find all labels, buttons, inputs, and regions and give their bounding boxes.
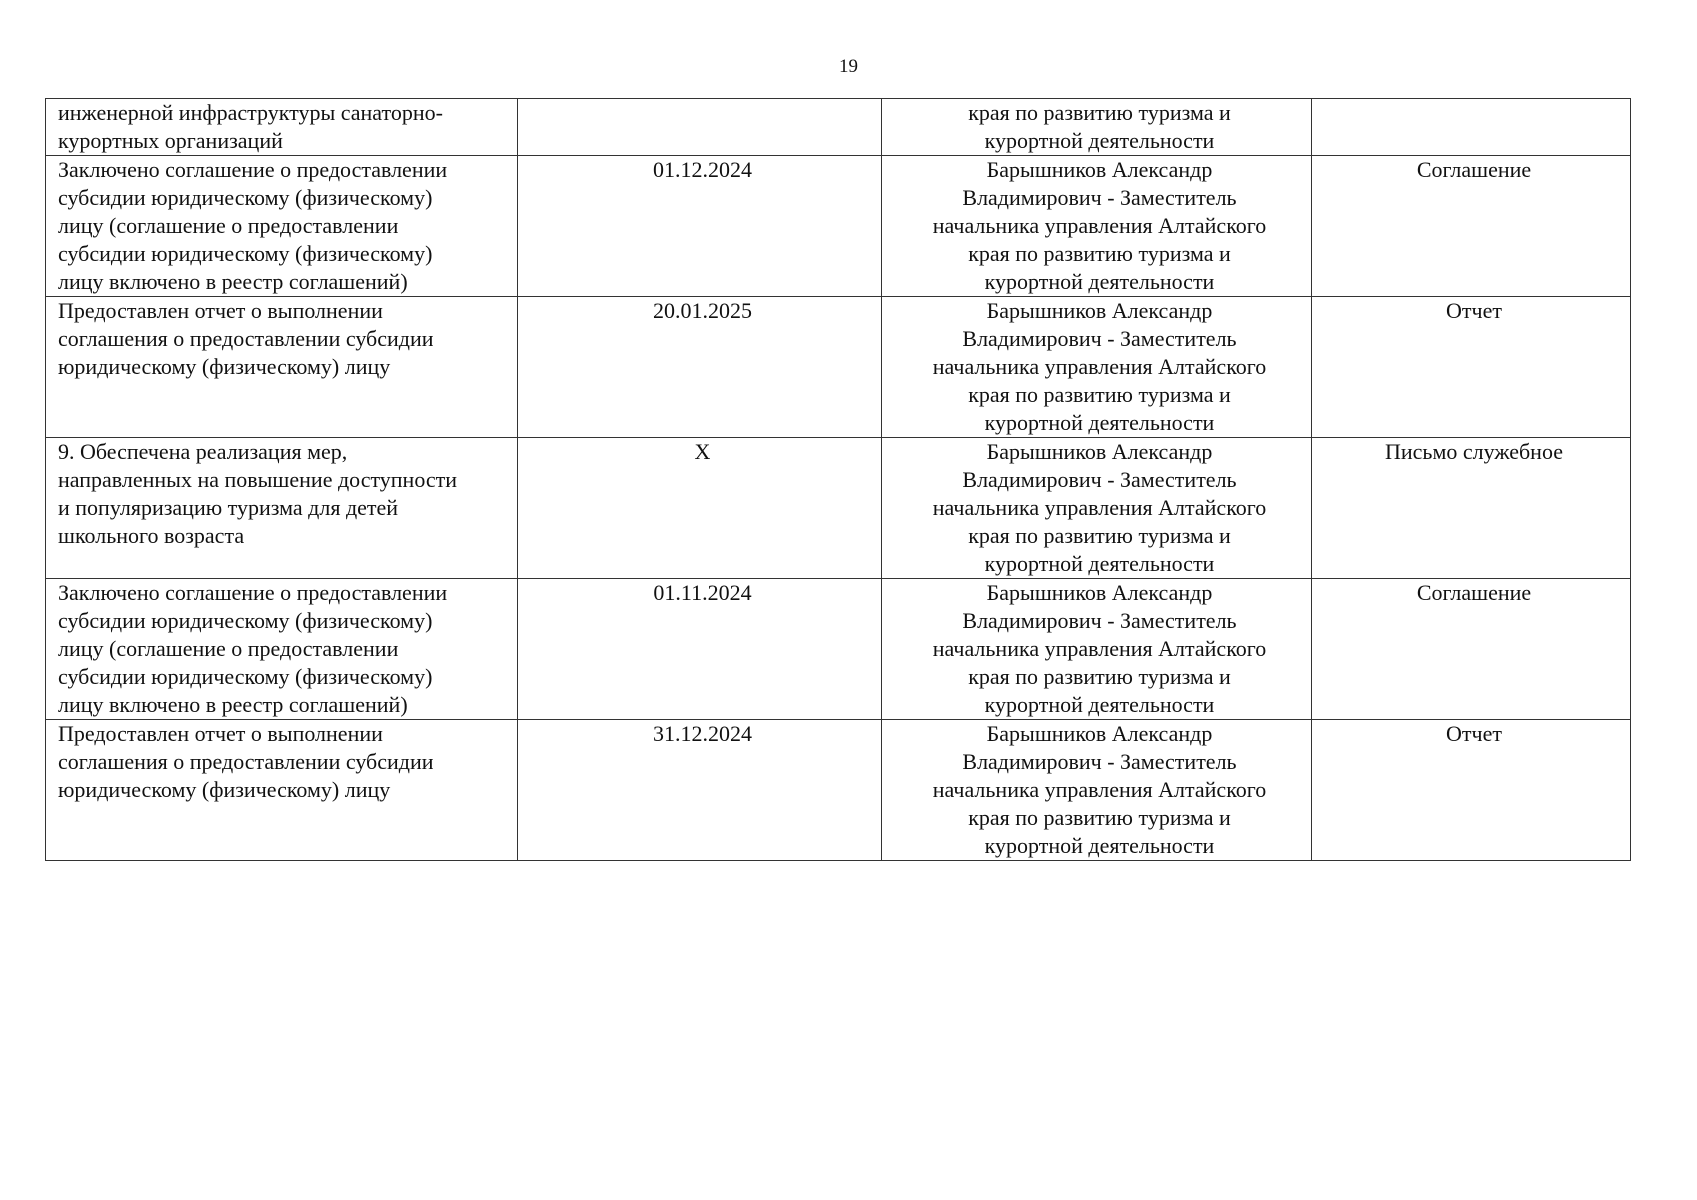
table-row xyxy=(46,297,1631,438)
table-row xyxy=(46,438,1631,579)
date-cell: 01.12.2024 xyxy=(518,156,882,297)
description-cell: инженерной инфраструктуры санаторно- курортных организаций xyxy=(46,99,518,156)
table-row xyxy=(46,579,1631,720)
date-cell xyxy=(518,99,882,156)
date-cell: X xyxy=(518,438,882,579)
date-cell: 31.12.2024 xyxy=(518,720,882,861)
document-type-cell: Письмо служебное xyxy=(1312,438,1631,579)
table-row xyxy=(46,99,1631,156)
description-cell: 9. Обеспечена реализация мер, направленных на повышение доступности и популяризацию туризма для детей школьного возраста xyxy=(46,438,518,579)
date-cell: 01.11.2024 xyxy=(518,579,882,720)
responsible-cell: Барышников Александр Владимирович - Заместитель начальника управления Алтайского края по развитию туризма и курортной деятельности xyxy=(882,579,1312,720)
description-cell: Заключено соглашение о предоставлении субсидии юридическому (физическому) лицу (соглашение о предоставлении субсидии юридическому (физическому) лицу включено в реестр соглашений) xyxy=(46,579,518,720)
description-cell: Заключено соглашение о предоставлении субсидии юридическому (физическому) лицу (соглашение о предоставлении субсидии юридическому (физическому) лицу включено в реестр соглашений) xyxy=(46,156,518,297)
document-type-cell: Соглашение xyxy=(1312,579,1631,720)
document-type-cell: Отчет xyxy=(1312,297,1631,438)
document-type-cell: Соглашение xyxy=(1312,156,1631,297)
responsible-cell: края по развитию туризма и курортной деятельности xyxy=(882,99,1312,156)
description-cell: Предоставлен отчет о выполнении соглашения о предоставлении субсидии юридическому (физическому) лицу xyxy=(46,297,518,438)
date-cell: 20.01.2025 xyxy=(518,297,882,438)
activity-table xyxy=(45,98,1631,861)
responsible-cell: Барышников Александр Владимирович - Заместитель начальника управления Алтайского края по развитию туризма и курортной деятельности xyxy=(882,156,1312,297)
document-type-cell: Отчет xyxy=(1312,720,1631,861)
document-type-cell xyxy=(1312,99,1631,156)
page-number: 19 xyxy=(839,56,858,77)
table-row xyxy=(46,720,1631,861)
responsible-cell: Барышников Александр Владимирович - Заместитель начальника управления Алтайского края по развитию туризма и курортной деятельности xyxy=(882,438,1312,579)
table-row xyxy=(46,156,1631,297)
description-cell: Предоставлен отчет о выполнении соглашения о предоставлении субсидии юридическому (физическому) лицу xyxy=(46,720,518,861)
responsible-cell: Барышников Александр Владимирович - Заместитель начальника управления Алтайского края по развитию туризма и курортной деятельности xyxy=(882,720,1312,861)
responsible-cell: Барышников Александр Владимирович - Заместитель начальника управления Алтайского края по развитию туризма и курортной деятельности xyxy=(882,297,1312,438)
